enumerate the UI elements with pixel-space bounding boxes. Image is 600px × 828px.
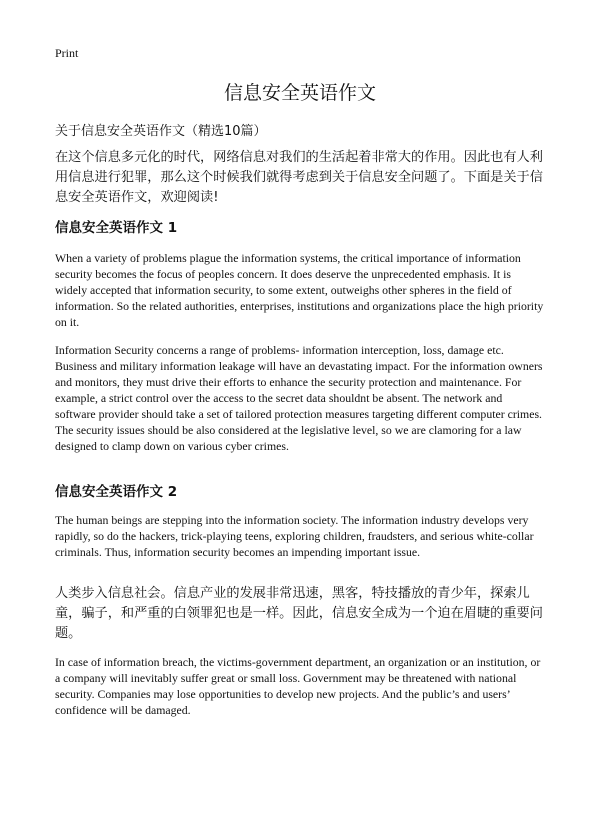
essay-2-paragraph-1: The human beings are stepping into the information society. The information industry develops very rapidly, so do the hackers, trick-playing teens, exploring children, fraudsters, and serious white-collar criminals. Thus, information security becomes an impending important issue. (55, 513, 534, 559)
section-heading-1: 信息安全英语作文 1 (55, 220, 178, 236)
essay-2-paragraph-3: In case of information breach, the victims-government department, an organization or an institution, or a company will inevitably suffer great or small loss. Government may be threatened with national security. Companies may lose opportunities to develop new projects. And the public’s and users’ confidence will be damaged. (55, 655, 541, 717)
essay-1-paragraph-2: Information Security concerns a range of problems- information interception, loss, damage etc. Business and military information leakage will have an devastating impact. For the information owners and monitors, they must drive their efforts to enhance the security protection and maintenance. For example, a strict control over the access to the secret data shouldnt be absent. The network and software provider should take a set of tailored protection measures targeting different computer crimes. The security issues should be also considered at the legislative level, so we are clamoring for a law designed to clamp down on various cyber crimes. (55, 343, 543, 453)
page-title: 信息安全英语作文 (223, 82, 376, 104)
document-subtitle: 关于信息安全英语作文（精选10篇） (55, 124, 267, 139)
section-heading-2: 信息安全英语作文 2 (55, 484, 178, 500)
intro-paragraph: 在这个信息多元化的时代，网络信息对我们的生活起着非常大的作用。因此也有人利用信息进行犯罪，那么这个时候我们就得考虑到关于信息安全问题了。下面是关于信息安全英语作文，欢迎阅读! (55, 150, 543, 205)
print-link[interactable]: Print (55, 46, 79, 60)
essay-1-paragraph-1: When a variety of problems plague the information systems, the critical importance of information security becomes the focus of peoples concern. It does deserve the unprecedented emphasis. It is widely accepted that information security, to some extent, outweighs other spheres in the field of information. So the related authorities, enterprises, institutions and organizations place the high priority on it. (55, 251, 544, 329)
essay-2-paragraph-2-zh: 人类步入信息社会。信息产业的发展非常迅速，黑客，特技播放的青少年，探索儿童，骗子，和严重的白领罪犯也是一样。因此，信息安全成为一个迫在眉睫的重要问题。 (55, 586, 543, 641)
